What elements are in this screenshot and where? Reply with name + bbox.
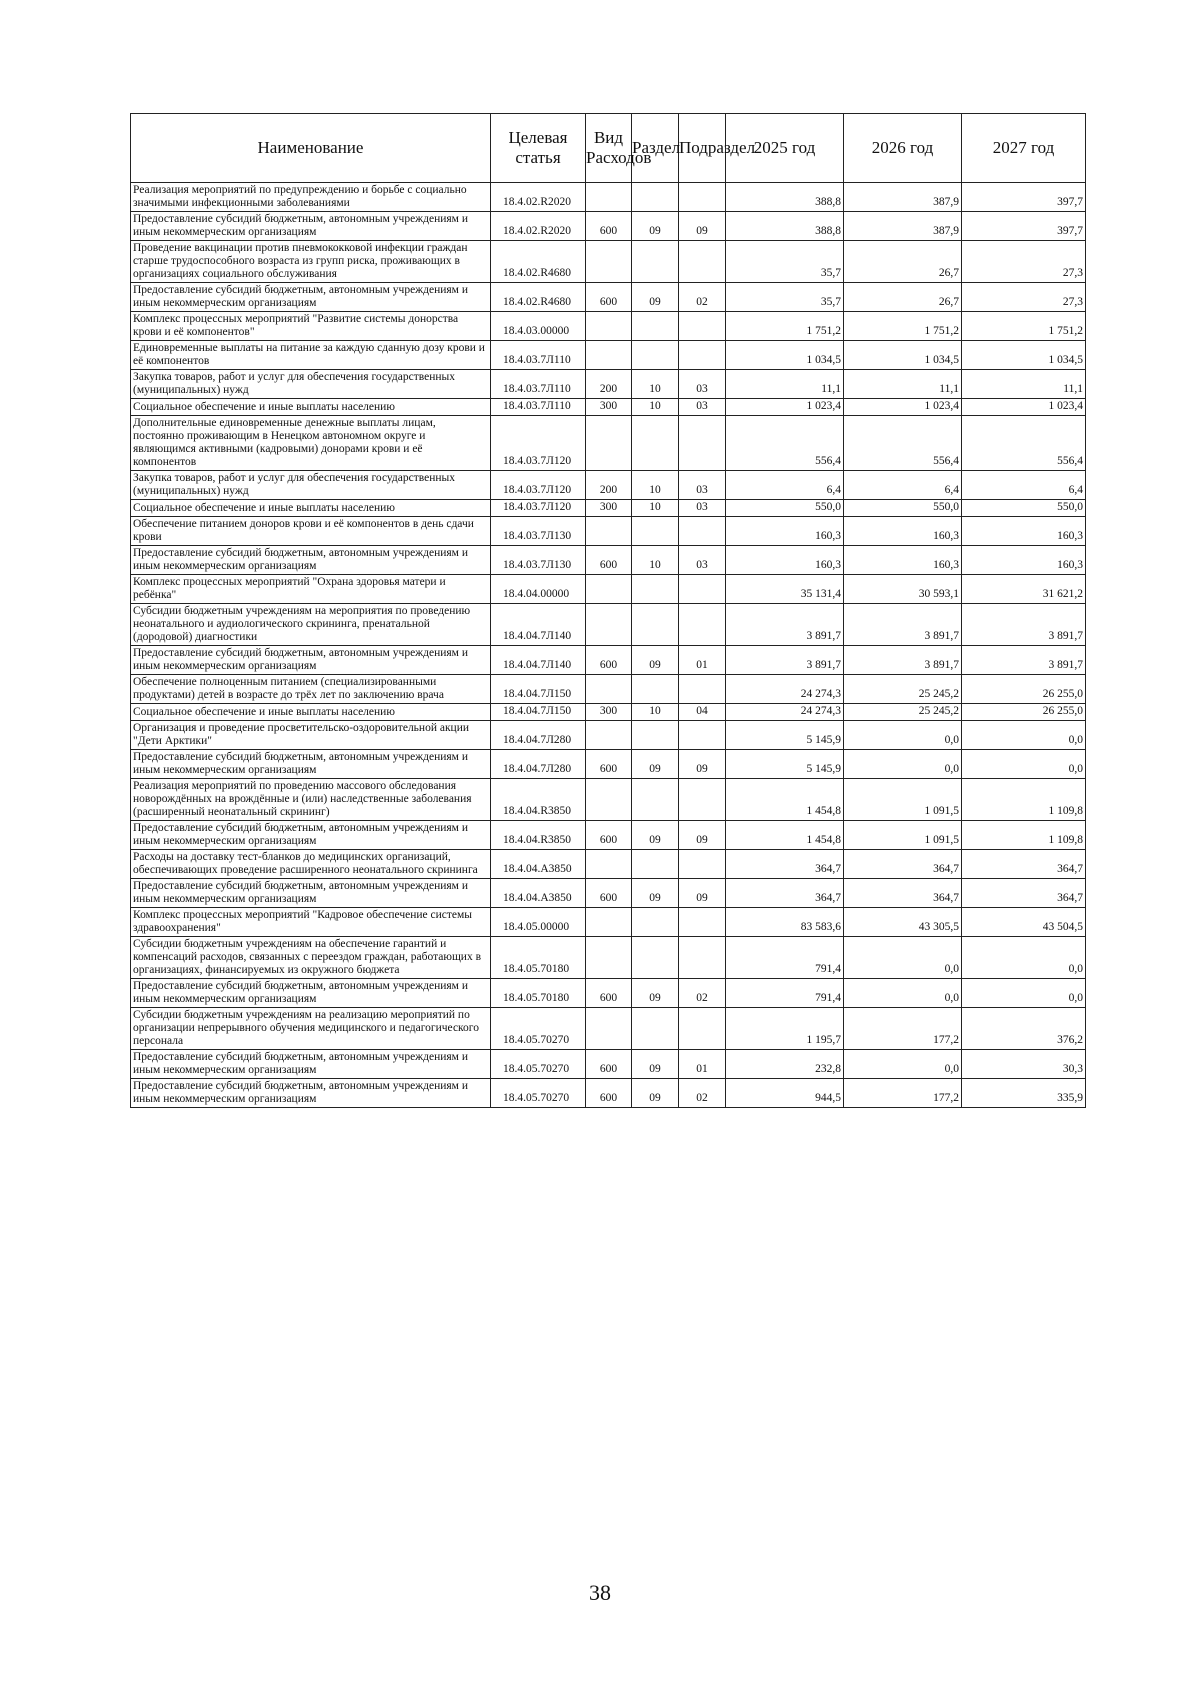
- cell-2027: 376,2: [962, 1008, 1086, 1050]
- cell-subsection: 01: [679, 1050, 726, 1079]
- cell-name: Обеспечение полноценным питанием (специализированными продуктами) детей в возрасте до трёх лет по заключению врача: [131, 675, 491, 704]
- cell-2026: 0,0: [844, 750, 962, 779]
- cell-expense-type: 600: [586, 1050, 632, 1079]
- table-row: [131, 779, 1086, 821]
- cell-section: 09: [632, 212, 679, 241]
- cell-target-code: 18.4.02.R4680: [491, 241, 586, 283]
- cell-name: Предоставление субсидий бюджетным, автономным учреждениям и иным некоммерческим организациям: [131, 1079, 491, 1108]
- cell-name: Предоставление субсидий бюджетным, автономным учреждениям и иным некоммерческим организациям: [131, 821, 491, 850]
- header-podrazdel: Подраздел: [679, 114, 726, 183]
- cell-section: [632, 908, 679, 937]
- cell-target-code: 18.4.04.7Л150: [491, 675, 586, 704]
- cell-2025: 1 454,8: [726, 821, 844, 850]
- cell-2025: 791,4: [726, 979, 844, 1008]
- cell-expense-type: 300: [586, 500, 632, 517]
- cell-2027: 3 891,7: [962, 646, 1086, 675]
- cell-2026: 1 023,4: [844, 399, 962, 416]
- cell-2025: 550,0: [726, 500, 844, 517]
- cell-2026: 26,7: [844, 241, 962, 283]
- cell-name: Комплекс процессных мероприятий "Развитие системы донорства крови и её компонентов": [131, 312, 491, 341]
- cell-2026: 160,3: [844, 546, 962, 575]
- cell-name: Расходы на доставку тест-бланков до медицинских организаций, обеспечивающих проведение расширенного неонатального скрининга: [131, 850, 491, 879]
- cell-2026: 364,7: [844, 879, 962, 908]
- cell-name: Социальное обеспечение и иные выплаты населению: [131, 500, 491, 517]
- cell-2027: 364,7: [962, 879, 1086, 908]
- cell-target-code: 18.4.04.7Л140: [491, 604, 586, 646]
- cell-2026: 364,7: [844, 850, 962, 879]
- cell-section: 10: [632, 546, 679, 575]
- cell-2025: 35 131,4: [726, 575, 844, 604]
- table-row: [131, 500, 1086, 517]
- cell-2026: 1 091,5: [844, 779, 962, 821]
- cell-expense-type: 600: [586, 821, 632, 850]
- cell-section: [632, 517, 679, 546]
- table-row: [131, 937, 1086, 979]
- cell-2026: 25 245,2: [844, 675, 962, 704]
- cell-section: 10: [632, 399, 679, 416]
- cell-name: Предоставление субсидий бюджетным, автономным учреждениям и иным некоммерческим организациям: [131, 879, 491, 908]
- cell-2025: 232,8: [726, 1050, 844, 1079]
- cell-name: Предоставление субсидий бюджетным, автономным учреждениям и иным некоммерческим организациям: [131, 1050, 491, 1079]
- cell-subsection: [679, 183, 726, 212]
- cell-target-code: 18.4.02.R2020: [491, 183, 586, 212]
- cell-name: Комплекс процессных мероприятий "Кадровое обеспечение системы здравоохранения": [131, 908, 491, 937]
- cell-target-code: 18.4.04.00000: [491, 575, 586, 604]
- cell-2027: 0,0: [962, 721, 1086, 750]
- cell-section: 10: [632, 471, 679, 500]
- cell-2027: 27,3: [962, 283, 1086, 312]
- table-row: [131, 604, 1086, 646]
- cell-subsection: 02: [679, 1079, 726, 1108]
- cell-target-code: 18.4.05.70180: [491, 937, 586, 979]
- cell-2026: 177,2: [844, 1079, 962, 1108]
- cell-expense-type: [586, 183, 632, 212]
- cell-expense-type: 300: [586, 704, 632, 721]
- cell-name: Организация и проведение просветительско-оздоровительной акции "Дети Арктики": [131, 721, 491, 750]
- cell-2027: 0,0: [962, 937, 1086, 979]
- cell-target-code: 18.4.05.70270: [491, 1050, 586, 1079]
- cell-subsection: [679, 416, 726, 471]
- cell-2025: 944,5: [726, 1079, 844, 1108]
- cell-subsection: 03: [679, 399, 726, 416]
- cell-target-code: 18.4.04.7Л280: [491, 750, 586, 779]
- header-code: Целевая статья: [491, 114, 586, 183]
- cell-2027: 3 891,7: [962, 604, 1086, 646]
- cell-2025: 1 195,7: [726, 1008, 844, 1050]
- table-row: [131, 546, 1086, 575]
- cell-subsection: [679, 779, 726, 821]
- cell-expense-type: 200: [586, 471, 632, 500]
- cell-2027: 1 023,4: [962, 399, 1086, 416]
- cell-2025: 556,4: [726, 416, 844, 471]
- cell-2027: 26 255,0: [962, 675, 1086, 704]
- cell-2025: 83 583,6: [726, 908, 844, 937]
- cell-section: [632, 675, 679, 704]
- cell-2025: 160,3: [726, 546, 844, 575]
- table-row: [131, 241, 1086, 283]
- cell-2027: 397,7: [962, 212, 1086, 241]
- cell-2027: 0,0: [962, 750, 1086, 779]
- cell-expense-type: 600: [586, 879, 632, 908]
- cell-subsection: 09: [679, 750, 726, 779]
- cell-2025: 35,7: [726, 241, 844, 283]
- cell-name: Предоставление субсидий бюджетным, автономным учреждениям и иным некоммерческим организациям: [131, 212, 491, 241]
- table-body: [131, 183, 1086, 1108]
- cell-expense-type: [586, 575, 632, 604]
- cell-2026: 160,3: [844, 517, 962, 546]
- cell-2026: 1 751,2: [844, 312, 962, 341]
- cell-expense-type: 600: [586, 546, 632, 575]
- cell-subsection: [679, 721, 726, 750]
- cell-subsection: [679, 675, 726, 704]
- table-row: [131, 517, 1086, 546]
- cell-subsection: 02: [679, 283, 726, 312]
- cell-subsection: [679, 241, 726, 283]
- header-vid: Вид Расходов: [586, 114, 632, 183]
- cell-name: Дополнительные единовременные денежные выплаты лицам, постоянно проживающим в Ненецком автономном округе и являющимся активными (кадровыми) донорами крови и её компонентов: [131, 416, 491, 471]
- cell-section: [632, 779, 679, 821]
- cell-2026: 3 891,7: [844, 604, 962, 646]
- cell-name: Закупка товаров, работ и услуг для обеспечения государственных (муниципальных) нужд: [131, 471, 491, 500]
- table-row: [131, 908, 1086, 937]
- cell-subsection: 03: [679, 546, 726, 575]
- cell-expense-type: 600: [586, 646, 632, 675]
- cell-subsection: [679, 908, 726, 937]
- cell-expense-type: [586, 341, 632, 370]
- cell-2026: 387,9: [844, 183, 962, 212]
- cell-2025: 24 274,3: [726, 704, 844, 721]
- cell-2025: 364,7: [726, 850, 844, 879]
- table-row: [131, 416, 1086, 471]
- cell-name: Комплекс процессных мероприятий "Охрана здоровья матери и ребёнка": [131, 575, 491, 604]
- cell-subsection: 03: [679, 370, 726, 399]
- cell-section: 10: [632, 370, 679, 399]
- cell-name: Единовременные выплаты на питание за каждую сданную дозу крови и её компонентов: [131, 341, 491, 370]
- cell-2025: 5 145,9: [726, 721, 844, 750]
- table-row: [131, 212, 1086, 241]
- cell-2026: 30 593,1: [844, 575, 962, 604]
- cell-name: Социальное обеспечение и иные выплаты населению: [131, 704, 491, 721]
- header-2025: 2025 год: [726, 114, 844, 183]
- cell-expense-type: [586, 779, 632, 821]
- cell-section: [632, 604, 679, 646]
- cell-expense-type: [586, 721, 632, 750]
- cell-section: 10: [632, 500, 679, 517]
- cell-2025: 791,4: [726, 937, 844, 979]
- cell-2026: 1 034,5: [844, 341, 962, 370]
- table-row: [131, 471, 1086, 500]
- cell-subsection: [679, 1008, 726, 1050]
- table-row: [131, 704, 1086, 721]
- cell-2026: 0,0: [844, 937, 962, 979]
- cell-target-code: 18.4.03.7Л120: [491, 500, 586, 517]
- cell-2026: 177,2: [844, 1008, 962, 1050]
- cell-target-code: 18.4.02.R4680: [491, 283, 586, 312]
- table-row: [131, 821, 1086, 850]
- cell-section: 09: [632, 646, 679, 675]
- cell-2026: 0,0: [844, 979, 962, 1008]
- cell-2027: 556,4: [962, 416, 1086, 471]
- table-header-row: [131, 114, 1086, 183]
- cell-2026: 0,0: [844, 1050, 962, 1079]
- cell-expense-type: 600: [586, 212, 632, 241]
- cell-subsection: [679, 937, 726, 979]
- cell-target-code: 18.4.03.7Л110: [491, 370, 586, 399]
- cell-name: Закупка товаров, работ и услуг для обеспечения государственных (муниципальных) нужд: [131, 370, 491, 399]
- cell-target-code: 18.4.03.7Л110: [491, 341, 586, 370]
- cell-2026: 25 245,2: [844, 704, 962, 721]
- cell-2027: 397,7: [962, 183, 1086, 212]
- cell-expense-type: [586, 937, 632, 979]
- cell-2027: 160,3: [962, 517, 1086, 546]
- cell-subsection: [679, 575, 726, 604]
- cell-expense-type: [586, 241, 632, 283]
- table-row: [131, 183, 1086, 212]
- cell-2026: 11,1: [844, 370, 962, 399]
- budget-table: [130, 113, 1086, 1108]
- cell-2027: 1 109,8: [962, 779, 1086, 821]
- cell-target-code: 18.4.04.А3850: [491, 850, 586, 879]
- cell-section: [632, 312, 679, 341]
- cell-2025: 24 274,3: [726, 675, 844, 704]
- cell-section: 10: [632, 704, 679, 721]
- table-row: [131, 879, 1086, 908]
- cell-target-code: 18.4.04.7Л280: [491, 721, 586, 750]
- cell-subsection: [679, 850, 726, 879]
- cell-section: [632, 937, 679, 979]
- header-razdel: Раздел: [632, 114, 679, 183]
- cell-target-code: 18.4.03.7Л110: [491, 399, 586, 416]
- page-number: 38: [589, 1580, 611, 1605]
- cell-name: Обеспечение питанием доноров крови и её компонентов в день сдачи крови: [131, 517, 491, 546]
- table-row: [131, 341, 1086, 370]
- cell-2025: 11,1: [726, 370, 844, 399]
- cell-subsection: 03: [679, 471, 726, 500]
- cell-expense-type: [586, 850, 632, 879]
- table-row: [131, 399, 1086, 416]
- cell-subsection: [679, 604, 726, 646]
- cell-2027: 1 109,8: [962, 821, 1086, 850]
- cell-subsection: 09: [679, 879, 726, 908]
- cell-2026: 6,4: [844, 471, 962, 500]
- cell-2026: 550,0: [844, 500, 962, 517]
- cell-2026: 26,7: [844, 283, 962, 312]
- cell-subsection: [679, 312, 726, 341]
- cell-expense-type: [586, 517, 632, 546]
- cell-2026: 556,4: [844, 416, 962, 471]
- table-row: [131, 1079, 1086, 1108]
- cell-section: 09: [632, 1050, 679, 1079]
- cell-name: Реализация мероприятий по проведению массового обследования новорождённых на врождённые и (или) наследственные заболевания (расширенный неонатальный скрининг): [131, 779, 491, 821]
- cell-2025: 35,7: [726, 283, 844, 312]
- cell-name: Реализация мероприятий по предупреждению и борьбе с социально значимыми инфекционными заболеваниями: [131, 183, 491, 212]
- table-row: [131, 370, 1086, 399]
- cell-subsection: 01: [679, 646, 726, 675]
- cell-2025: 3 891,7: [726, 604, 844, 646]
- cell-2027: 0,0: [962, 979, 1086, 1008]
- cell-2027: 1 034,5: [962, 341, 1086, 370]
- cell-2026: 1 091,5: [844, 821, 962, 850]
- cell-section: [632, 183, 679, 212]
- cell-name: Предоставление субсидий бюджетным, автономным учреждениям и иным некоммерческим организациям: [131, 546, 491, 575]
- cell-target-code: 18.4.04.А3850: [491, 879, 586, 908]
- cell-section: [632, 575, 679, 604]
- cell-2026: 3 891,7: [844, 646, 962, 675]
- table-row: [131, 979, 1086, 1008]
- cell-name: Предоставление субсидий бюджетным, автономным учреждениям и иным некоммерческим организациям: [131, 283, 491, 312]
- cell-target-code: 18.4.03.7Л130: [491, 546, 586, 575]
- table-row: [131, 721, 1086, 750]
- table-row: [131, 312, 1086, 341]
- cell-2027: 1 751,2: [962, 312, 1086, 341]
- cell-2025: 1 023,4: [726, 399, 844, 416]
- cell-subsection: 02: [679, 979, 726, 1008]
- cell-2026: 0,0: [844, 721, 962, 750]
- cell-target-code: 18.4.02.R2020: [491, 212, 586, 241]
- cell-2025: 5 145,9: [726, 750, 844, 779]
- table-row: [131, 283, 1086, 312]
- cell-section: [632, 341, 679, 370]
- cell-expense-type: [586, 312, 632, 341]
- table-row: [131, 646, 1086, 675]
- cell-expense-type: [586, 416, 632, 471]
- cell-target-code: 18.4.05.70180: [491, 979, 586, 1008]
- cell-name: Предоставление субсидий бюджетным, автономным учреждениям и иным некоммерческим организациям: [131, 646, 491, 675]
- cell-section: 09: [632, 1079, 679, 1108]
- cell-section: [632, 1008, 679, 1050]
- cell-expense-type: 600: [586, 283, 632, 312]
- cell-2025: 388,8: [726, 212, 844, 241]
- cell-2027: 335,9: [962, 1079, 1086, 1108]
- table-row: [131, 1008, 1086, 1050]
- cell-name: Предоставление субсидий бюджетным, автономным учреждениям и иным некоммерческим организациям: [131, 979, 491, 1008]
- cell-target-code: 18.4.03.7Л120: [491, 416, 586, 471]
- cell-target-code: 18.4.03.00000: [491, 312, 586, 341]
- header-name: Наименование: [131, 114, 491, 183]
- cell-target-code: 18.4.05.70270: [491, 1008, 586, 1050]
- cell-2027: 550,0: [962, 500, 1086, 517]
- cell-2026: 387,9: [844, 212, 962, 241]
- table-row: [131, 750, 1086, 779]
- cell-target-code: 18.4.04.R3850: [491, 821, 586, 850]
- cell-target-code: 18.4.05.00000: [491, 908, 586, 937]
- cell-2025: 6,4: [726, 471, 844, 500]
- cell-target-code: 18.4.03.7Л130: [491, 517, 586, 546]
- cell-section: [632, 850, 679, 879]
- cell-2027: 364,7: [962, 850, 1086, 879]
- table-row: [131, 675, 1086, 704]
- cell-expense-type: 600: [586, 750, 632, 779]
- cell-2027: 26 255,0: [962, 704, 1086, 721]
- cell-target-code: 18.4.04.7Л140: [491, 646, 586, 675]
- cell-expense-type: [586, 675, 632, 704]
- cell-2027: 31 621,2: [962, 575, 1086, 604]
- cell-subsection: [679, 517, 726, 546]
- cell-target-code: 18.4.04.7Л150: [491, 704, 586, 721]
- cell-subsection: 04: [679, 704, 726, 721]
- cell-expense-type: 300: [586, 399, 632, 416]
- table-row: [131, 575, 1086, 604]
- cell-target-code: 18.4.05.70270: [491, 1079, 586, 1108]
- cell-section: 09: [632, 879, 679, 908]
- cell-expense-type: 600: [586, 979, 632, 1008]
- cell-name: Проведение вакцинации против пневмококковой инфекции граждан старше трудоспособного возраста из групп риска, проживающих в организациях социального обслуживания: [131, 241, 491, 283]
- cell-2027: 6,4: [962, 471, 1086, 500]
- cell-2027: 27,3: [962, 241, 1086, 283]
- cell-expense-type: 600: [586, 1079, 632, 1108]
- cell-expense-type: [586, 908, 632, 937]
- cell-2027: 160,3: [962, 546, 1086, 575]
- cell-section: 09: [632, 750, 679, 779]
- cell-name: Субсидии бюджетным учреждениям на реализацию мероприятий по организации непрерывного обучения медицинского и педагогического персонала: [131, 1008, 491, 1050]
- header-2026: 2026 год: [844, 114, 962, 183]
- header-2027: 2027 год: [962, 114, 1086, 183]
- cell-2027: 11,1: [962, 370, 1086, 399]
- cell-target-code: 18.4.03.7Л120: [491, 471, 586, 500]
- cell-subsection: 09: [679, 212, 726, 241]
- cell-section: [632, 721, 679, 750]
- cell-section: 09: [632, 821, 679, 850]
- cell-2025: 1 034,5: [726, 341, 844, 370]
- cell-2025: 160,3: [726, 517, 844, 546]
- cell-2025: 364,7: [726, 879, 844, 908]
- cell-section: 09: [632, 283, 679, 312]
- cell-section: 09: [632, 979, 679, 1008]
- cell-section: [632, 416, 679, 471]
- cell-name: Социальное обеспечение и иные выплаты населению: [131, 399, 491, 416]
- cell-2027: 30,3: [962, 1050, 1086, 1079]
- table-row: [131, 1050, 1086, 1079]
- table-row: [131, 850, 1086, 879]
- cell-2025: 1 751,2: [726, 312, 844, 341]
- cell-section: [632, 241, 679, 283]
- cell-2027: 43 504,5: [962, 908, 1086, 937]
- cell-subsection: [679, 341, 726, 370]
- cell-name: Предоставление субсидий бюджетным, автономным учреждениям и иным некоммерческим организациям: [131, 750, 491, 779]
- cell-name: Субсидии бюджетным учреждениям на мероприятия по проведению неонатального и аудиологического скрининга, пренатальной (дородовой) диагностики: [131, 604, 491, 646]
- cell-2025: 3 891,7: [726, 646, 844, 675]
- cell-subsection: 09: [679, 821, 726, 850]
- cell-name: Субсидии бюджетным учреждениям на обеспечение гарантий и компенсаций расходов, связанных с переездом граждан, работающих в организациях, финансируемых из окружного бюджета: [131, 937, 491, 979]
- cell-2025: 1 454,8: [726, 779, 844, 821]
- cell-expense-type: 200: [586, 370, 632, 399]
- cell-target-code: 18.4.04.R3850: [491, 779, 586, 821]
- cell-2025: 388,8: [726, 183, 844, 212]
- cell-subsection: 03: [679, 500, 726, 517]
- cell-2026: 43 305,5: [844, 908, 962, 937]
- cell-expense-type: [586, 604, 632, 646]
- cell-expense-type: [586, 1008, 632, 1050]
